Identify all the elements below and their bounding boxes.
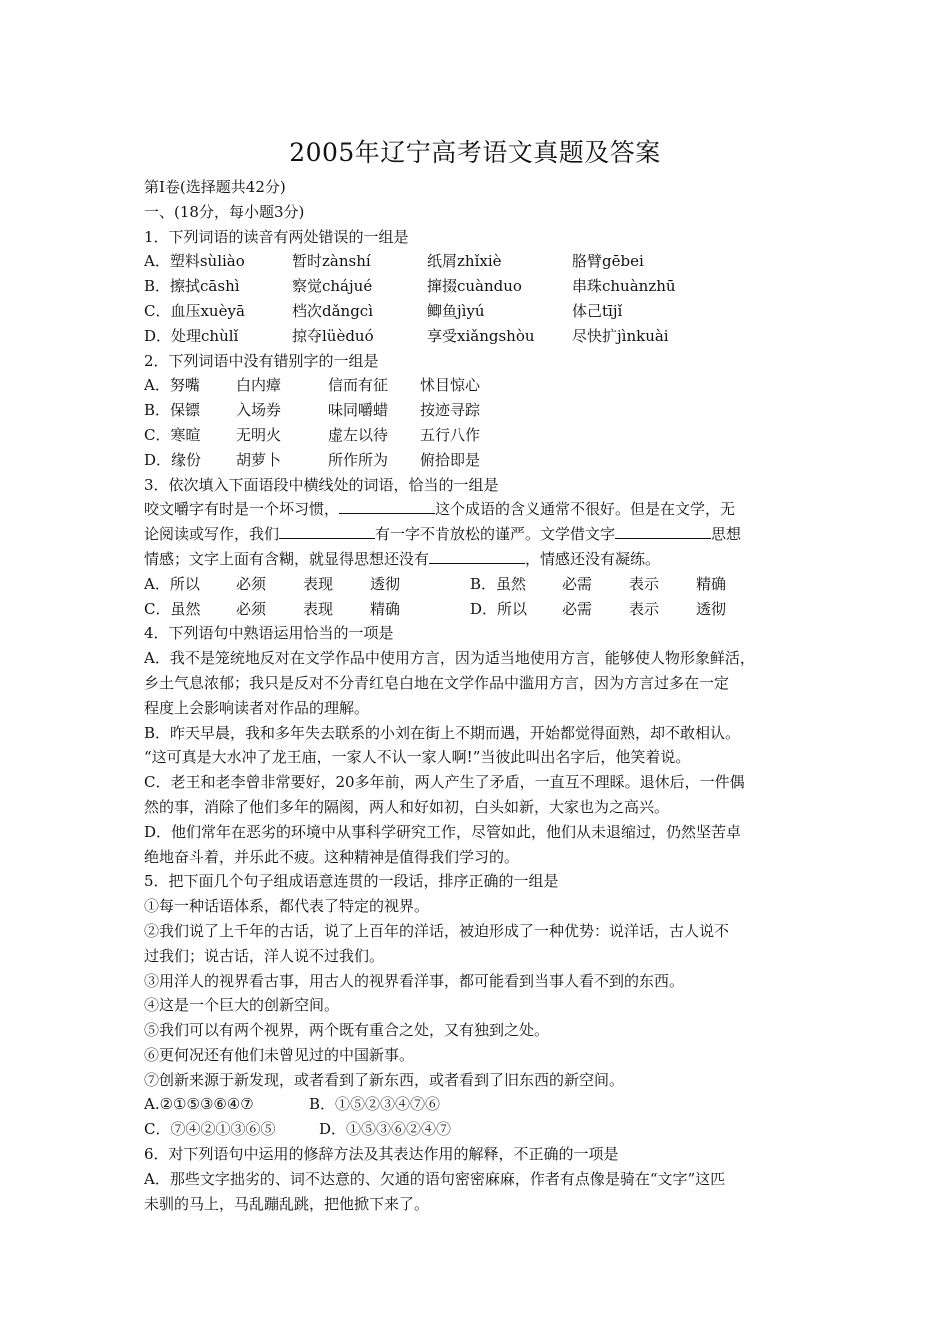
option-cell: 白内瘴 xyxy=(236,376,282,395)
question-6-text-line: A．那些文字拙劣的、词不达意的、欠通的语句密密麻麻，作者有点像是骑在“文字”这匹 xyxy=(144,1169,726,1188)
option-cell: A．所以 xyxy=(144,574,200,593)
option-cell: 尽快扩jìnkuài xyxy=(572,326,669,345)
passage-text: 论阅读或写作，我们 xyxy=(144,525,280,544)
option-cell: 必需 xyxy=(562,574,593,593)
option-cell: 掠夺lüèduó xyxy=(292,326,374,345)
option-cell: 暂时zànshí xyxy=(292,252,371,271)
question-4-text-line: C．老王和老李曾非常要好，20多年前，两人产生了矛盾，一直互不理睬。退休后，一件偶 xyxy=(144,773,745,792)
passage-text: 情感；文字上面有含糊，就显得思想还没有 xyxy=(144,549,430,568)
question-5-options-row xyxy=(144,1117,816,1142)
option-cell: 透彻 xyxy=(370,574,401,593)
option-cell: B．保镖 xyxy=(144,401,201,420)
option-cell: C．虽然 xyxy=(144,599,201,618)
fill-blank xyxy=(615,523,711,539)
passage-text: 思想 xyxy=(711,525,742,544)
question-1-option-b xyxy=(144,274,816,299)
question-5-sentence: 过我们；说古话，洋人说不过我们。 xyxy=(144,946,385,965)
option-cell: 表现 xyxy=(303,599,334,618)
question-5-sentence: ①每一种话语体系，都代表了特定的视界。 xyxy=(144,897,430,916)
option-cell: 胡萝卜 xyxy=(236,450,282,469)
option-cell: 必需 xyxy=(562,599,593,618)
question-4-stem: 4．下列语句中熟语运用恰当的一项是 xyxy=(144,624,394,643)
question-1-option-c xyxy=(144,299,816,324)
question-3-passage-line xyxy=(144,497,816,522)
question-3-options-row xyxy=(144,572,816,597)
question-5-sentence: ④这是一个巨大的创新空间。 xyxy=(144,996,340,1015)
question-2-option-d xyxy=(144,448,816,473)
question-1-option-a xyxy=(144,249,816,274)
question-5-sentence: ⑦创新来源于新发现，或者看到了新东西，或者看到了旧东西的新空间。 xyxy=(144,1070,625,1089)
option-cell: 精确 xyxy=(696,574,727,593)
option-cell: 怵目惊心 xyxy=(420,376,481,395)
question-4-text-line: D．他们常年在恶劣的环境中从事科学研究工作，尽管如此，他们从未退缩过，仍然坚苦卓 xyxy=(144,822,742,841)
document-title: 2005年辽宁高考语文真题及答案 xyxy=(289,138,661,167)
question-5-sentence: ②我们说了上千年的古话，说了上百年的洋话，被迫形成了一种优势：说洋话，古人说不 xyxy=(144,921,730,940)
option-cell: 信而有征 xyxy=(328,376,389,395)
question-1-stem: 1．下列词语的读音有两处错误的一组是 xyxy=(144,227,409,246)
question-1-option-d xyxy=(144,324,816,349)
question-6-stem: 6．对下列语句中运用的修辞方法及其表达作用的解释，不正确的一项是 xyxy=(144,1145,619,1164)
option-cell: D．①⑤③⑥②④⑦ xyxy=(319,1120,452,1139)
question-2-option-c xyxy=(144,423,816,448)
document-body xyxy=(144,175,816,1216)
passage-text: 咬文嚼字有时是一个坏习惯， xyxy=(144,500,340,519)
question-3-passage-line xyxy=(144,547,816,572)
option-cell: 表现 xyxy=(303,574,334,593)
question-2-stem: 2．下列词语中没有错别字的一组是 xyxy=(144,351,379,370)
option-cell: 表示 xyxy=(629,599,660,618)
question-5-sentence: ⑤我们可以有两个视界，两个既有重合之处，又有独到之处。 xyxy=(144,1021,550,1040)
fill-blank xyxy=(279,523,375,539)
option-cell: 无明火 xyxy=(236,425,282,444)
option-cell: 察觉chájué xyxy=(292,277,373,296)
option-cell: B．擦拭cāshì xyxy=(144,277,240,296)
question-4-text-line: 程度上会影响读者对作品的理解。 xyxy=(144,698,370,717)
option-cell: B．虽然 xyxy=(470,574,527,593)
question-5-options-row xyxy=(144,1092,816,1117)
option-cell: 体己tījǐ xyxy=(572,301,623,320)
option-cell: B．①⑤②③④⑦⑥ xyxy=(309,1095,441,1114)
option-cell: 必须 xyxy=(236,574,267,593)
question-6-text-line: 未驯的马上，马乱蹦乱跳，把他掀下来了。 xyxy=(144,1194,430,1213)
question-2-option-b xyxy=(144,398,816,423)
option-cell: 必须 xyxy=(236,599,267,618)
question-5-sentence: ⑥更何况还有他们未曾见过的中国新事。 xyxy=(144,1045,415,1064)
question-4-text-line: “这可真是大水冲了龙王庙，一家人不认一家人啊!”当彼此叫出名字后，他笑着说。 xyxy=(144,748,691,767)
question-4-text-line: B．昨天早晨，我和多年失去联系的小刘在街上不期而遇，开始都觉得面熟，却不敢相认。 xyxy=(144,723,741,742)
option-cell: 透彻 xyxy=(696,599,727,618)
question-5-sentence: ③用洋人的视界看古事，用古人的视界看洋事，都可能看到当事人看不到的东西。 xyxy=(144,971,685,990)
passage-text: 有一字不肯放松的谨严。文学借文字 xyxy=(375,525,616,544)
question-5-stem: 5．把下面几个句子组成语意连贯的一段话，排序正确的一组是 xyxy=(144,872,559,891)
option-cell: 入场券 xyxy=(236,401,282,420)
option-cell: C．⑦④②①③⑥⑤ xyxy=(144,1120,276,1139)
passage-text: 这个成语的含义通常不很好。但是在文学，无 xyxy=(435,500,736,519)
option-cell: A．塑料sùliào xyxy=(144,252,245,271)
option-cell: 精确 xyxy=(370,599,401,618)
option-cell: 胳臂gēbei xyxy=(572,252,644,271)
question-3-passage-line xyxy=(144,522,816,547)
fill-blank xyxy=(339,498,435,514)
option-cell: A．努嘴 xyxy=(144,376,200,395)
question-3-stem: 3．依次填入下面语段中横线处的词语，恰当的一组是 xyxy=(144,475,499,494)
option-cell: D．所以 xyxy=(470,599,528,618)
option-cell: 所作所为 xyxy=(328,450,389,469)
option-cell: 五行八作 xyxy=(420,425,481,444)
question-3-options-row xyxy=(144,597,816,622)
part-header: 第Ⅰ卷(选择题共42分) xyxy=(144,178,286,196)
option-cell: 鲫鱼jìyú xyxy=(427,301,485,320)
option-cell: 味同嚼蜡 xyxy=(328,401,389,420)
passage-text: ，情感还没有凝练。 xyxy=(525,549,661,568)
option-cell: 纸屑zhǐxiè xyxy=(427,252,502,271)
section-heading: 一、(18分，每小题3分) xyxy=(144,202,305,221)
option-cell: C．血压xuèyā xyxy=(144,301,245,320)
question-2-option-a xyxy=(144,373,816,398)
question-4-text-line: 然的事，消除了他们多年的隔阂，两人和好如初，白头如新，大家也为之高兴。 xyxy=(144,797,670,816)
option-cell: 俯拾即是 xyxy=(420,450,481,469)
question-4-text-line: 乡土气息浓郁；我只是反对不分青红皂白地在文学作品中滥用方言，因为方言过多在一定 xyxy=(144,673,730,692)
option-cell: 表示 xyxy=(629,574,660,593)
option-cell: 档次dǎngcì xyxy=(292,301,374,320)
question-4-text-line: A．我不是笼统地反对在文学作品中使用方言，因为适当地使用方言，能够使人物形象鲜活， xyxy=(144,649,755,668)
option-cell: D．缘份 xyxy=(144,450,202,469)
option-cell: 虚左以待 xyxy=(328,425,389,444)
option-cell: 串珠chuànzhū xyxy=(572,277,676,296)
option-cell: C．寒暄 xyxy=(144,425,201,444)
option-cell: 享受xiǎngshòu xyxy=(427,326,535,345)
fill-blank xyxy=(429,548,525,564)
option-cell: A.②①⑤③⑥④⑦ xyxy=(144,1095,254,1114)
option-cell: D．处理chùlǐ xyxy=(144,326,239,345)
question-4-text-line: 绝地奋斗着，并乐此不疲。这种精神是值得我们学习的。 xyxy=(144,847,520,866)
option-cell: 撺掇cuànduo xyxy=(427,277,522,296)
option-cell: 按迹寻踪 xyxy=(420,401,481,420)
